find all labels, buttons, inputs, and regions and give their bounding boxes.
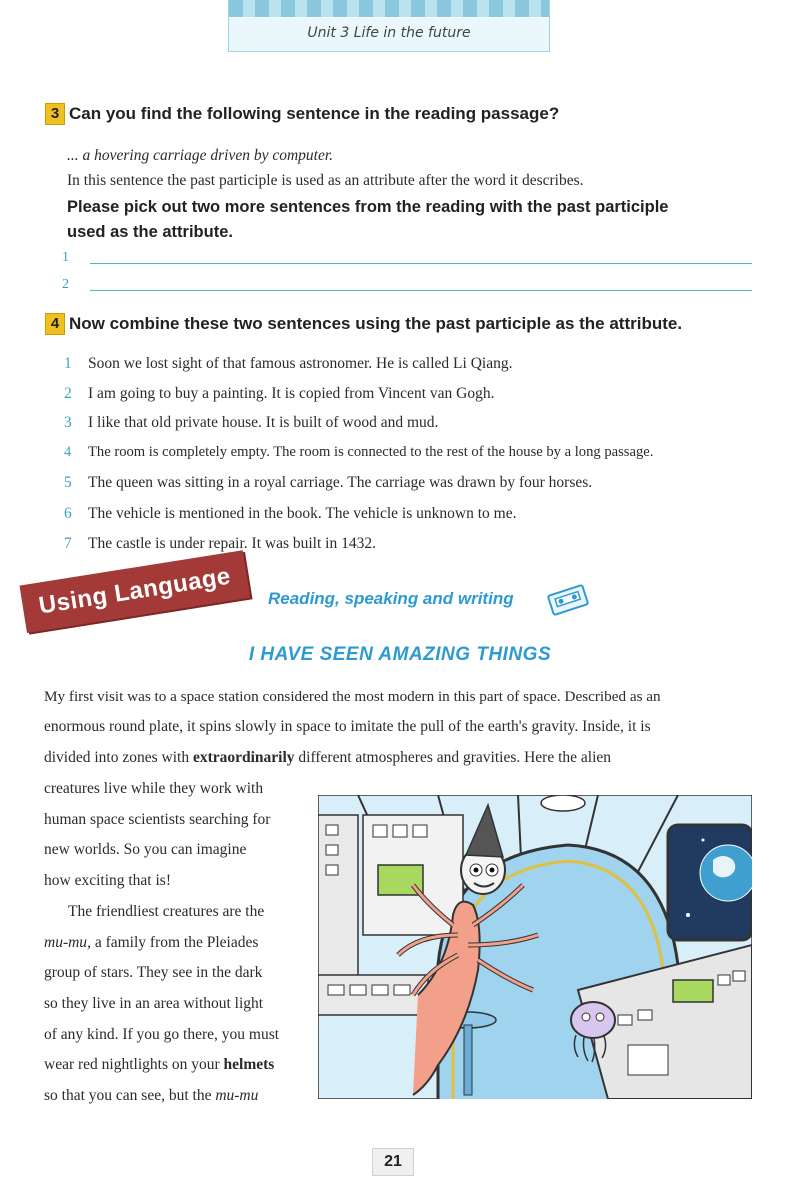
story-line xyxy=(44,1081,279,1112)
exercise-item xyxy=(64,444,653,461)
item-number: 4 xyxy=(64,444,72,460)
cassette-tape-icon xyxy=(545,582,591,618)
wave-decoration xyxy=(229,0,549,17)
section-subtitle: Reading, speaking and writing xyxy=(268,589,514,608)
story-line: creatures live while they work with xyxy=(44,780,264,797)
exercise-4-title: Now combine these two sentences using the past participle as the attribute. xyxy=(69,314,683,333)
creature-name: mu-mu xyxy=(44,933,88,951)
vocab-word: helmets xyxy=(223,1056,275,1074)
exercise-item xyxy=(64,474,592,492)
item-number: 3 xyxy=(64,414,72,431)
story-line: new worlds. So you can imagine xyxy=(44,841,247,859)
exercise-item xyxy=(64,385,494,403)
story-line: so they live in an area without light xyxy=(44,994,264,1012)
story-text: , a family from the Pleiades xyxy=(87,933,259,951)
using-language-banner: Using Language xyxy=(19,550,250,633)
item-number: 6 xyxy=(64,505,72,522)
story-title: I HAVE SEEN AMAZING THINGS xyxy=(248,644,552,665)
blank-number: 1 xyxy=(62,250,69,265)
story-line xyxy=(44,928,279,959)
story-text: divided into zones with xyxy=(44,749,193,766)
exercise-item xyxy=(64,414,438,432)
space-station-illustration xyxy=(318,795,752,1099)
answer-blank-2[interactable] xyxy=(62,277,752,297)
exercise-3-heading xyxy=(45,103,559,125)
story-text: different atmospheres and gravities. Here the alien xyxy=(294,749,612,766)
story-line: enormous round plate, it spins slowly in space to imitate the pull of the earth's gravity. Inside, it is xyxy=(44,718,651,735)
exercise-item xyxy=(64,535,376,553)
story-column xyxy=(44,774,279,1112)
story-line: group of stars. They see in the dark xyxy=(44,964,263,982)
blank-number: 2 xyxy=(62,277,69,292)
creature-name: mu-mu xyxy=(215,1087,259,1105)
story-line: how exciting that is! xyxy=(44,872,171,890)
unit-header xyxy=(228,0,550,52)
item-number: 5 xyxy=(64,474,72,491)
item-text: The castle is under repair. It was built in 1432. xyxy=(88,535,376,552)
example-phrase: ... a hovering carriage driven by computer. xyxy=(67,147,334,164)
item-text: The room is completely empty. The room is connected to the rest of the house by a long passage. xyxy=(88,444,654,460)
item-text: Soon we lost sight of that famous astronomer. He is called Li Qiang. xyxy=(88,355,513,372)
story-line: of any kind. If you go there, you must xyxy=(44,1025,280,1043)
item-text: The queen was sitting in a royal carriage. The carriage was drawn by four horses. xyxy=(88,474,593,491)
answer-blank-1[interactable] xyxy=(62,250,752,270)
exercise-number-badge: 4 xyxy=(45,313,65,335)
instruction-text xyxy=(67,195,757,245)
item-text: The vehicle is mentioned in the book. The vehicle is unknown to me. xyxy=(88,505,517,522)
story-line: My first visit was to a space station considered the most modern in this part of space. Described as an xyxy=(44,688,661,705)
story-line xyxy=(44,743,611,773)
instruction-line: Please pick out two more sentences from the reading with the past participle xyxy=(67,198,669,216)
item-number: 7 xyxy=(64,535,72,552)
answer-rule xyxy=(90,290,752,291)
exercise-4-heading xyxy=(45,313,682,335)
story-text: wear red nightlights on your xyxy=(44,1056,224,1074)
exercise-item xyxy=(64,505,516,523)
unit-title: Unit 3 Life in the future xyxy=(307,25,471,41)
story-line: The friendliest creatures are the xyxy=(68,902,265,920)
item-text: I like that old private house. It is built of wood and mud. xyxy=(88,414,439,431)
exercise-item xyxy=(64,355,512,373)
item-number: 2 xyxy=(64,385,72,402)
vocab-word: extraordinarily xyxy=(192,749,295,766)
story-text: so that you can see, but the xyxy=(44,1087,216,1105)
page-number: 21 xyxy=(372,1148,414,1176)
item-text: I am going to buy a painting. It is copied from Vincent van Gogh. xyxy=(88,385,495,402)
item-number: 1 xyxy=(64,355,72,372)
story-line xyxy=(44,1050,279,1081)
answer-rule xyxy=(90,263,752,264)
exercise-3-title: Can you find the following sentence in the reading passage? xyxy=(69,104,560,123)
story-line: human space scientists searching for xyxy=(44,810,271,828)
exercise-number-badge: 3 xyxy=(45,103,65,125)
explanation-text: In this sentence the past participle is used as an attribute after the word it describes. xyxy=(67,172,584,189)
instruction-line: used as the attribute. xyxy=(67,223,233,241)
